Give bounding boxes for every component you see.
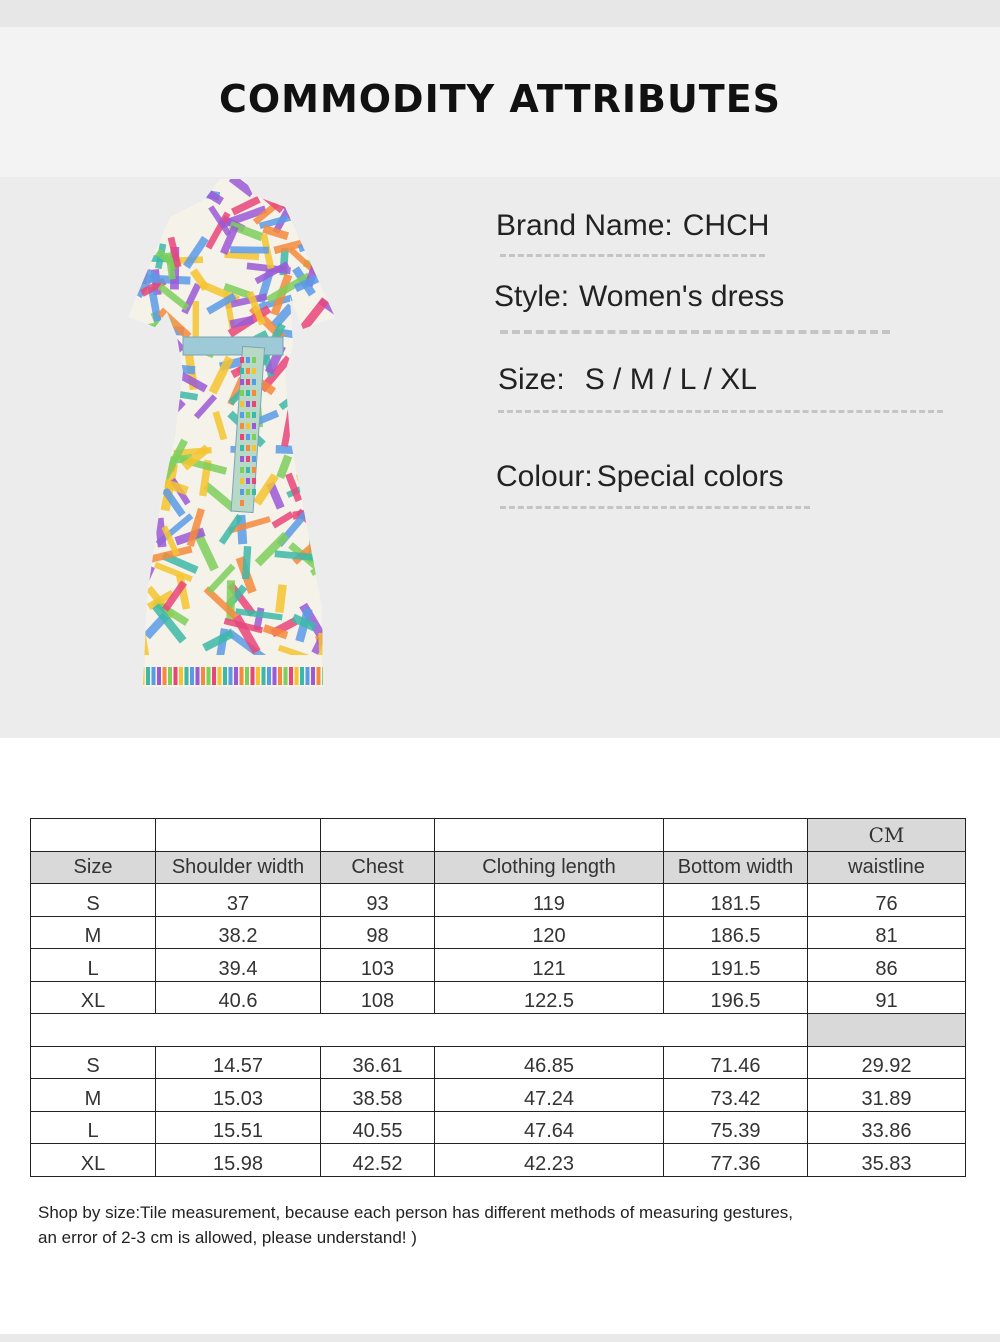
measurement-cell: 33.86 — [808, 1111, 966, 1144]
measurement-cell: 120 — [435, 916, 664, 949]
measurement-note-line: an error of 2-3 cm is allowed, please understand! ) — [38, 1228, 417, 1247]
table-row — [31, 1046, 966, 1079]
measurement-cell: 196.5 — [664, 981, 808, 1014]
measurement-note — [38, 1200, 793, 1250]
attribute-colour-value: Special colors — [596, 460, 784, 493]
size-cell: S — [31, 884, 156, 917]
table-header-row — [31, 851, 966, 884]
column-header: Clothing length — [435, 851, 664, 884]
top-strip — [0, 0, 1000, 27]
measurement-cell: 119 — [435, 884, 664, 917]
table-row — [31, 949, 966, 982]
measurement-cell: 77.36 — [664, 1144, 808, 1177]
inch-rows — [31, 1046, 966, 1176]
measurement-note-line: Shop by size:Tile measurement, because each person has different methods of measuring gestures, — [38, 1203, 794, 1222]
measurement-cell: 47.24 — [435, 1079, 664, 1112]
column-header: Size — [31, 851, 156, 884]
size-chart-table — [30, 818, 966, 1177]
measurement-cell: 39.4 — [156, 949, 321, 982]
attribute-colour — [496, 460, 783, 494]
measurement-cell: 73.42 — [664, 1079, 808, 1112]
table-unit-row — [31, 1014, 966, 1047]
measurement-cell: 15.98 — [156, 1144, 321, 1177]
measurement-cell: 36.61 — [321, 1046, 435, 1079]
table-row — [31, 1144, 966, 1177]
measurement-cell: 40.6 — [156, 981, 321, 1014]
measurement-cell: 108 — [321, 981, 435, 1014]
size-cell: M — [31, 1079, 156, 1112]
attributes-panel — [0, 177, 1000, 738]
column-header: Bottom width — [664, 851, 808, 884]
divider — [498, 410, 943, 413]
attribute-size-label: Size: — [498, 363, 565, 396]
attribute-style-value: Women's dress — [579, 280, 785, 313]
measurement-cell: 29.92 — [808, 1046, 966, 1079]
measurement-cell: 42.52 — [321, 1144, 435, 1177]
printed-shirt-dress-image — [125, 177, 340, 692]
measurement-cell: 71.46 — [664, 1046, 808, 1079]
column-header: Chest — [321, 851, 435, 884]
attribute-brand-value: CHCH — [682, 209, 770, 242]
attribute-colour-label: Colour: — [496, 460, 593, 493]
section-header — [0, 27, 1000, 177]
measurement-cell: 31.89 — [808, 1079, 966, 1112]
measurement-cell: 38.58 — [321, 1079, 435, 1112]
table-row — [31, 916, 966, 949]
measurement-cell: 103 — [321, 949, 435, 982]
measurement-cell: 181.5 — [664, 884, 808, 917]
divider — [500, 254, 765, 257]
attribute-brand — [496, 209, 769, 243]
dress-belt — [183, 337, 283, 355]
measurement-cell: 15.03 — [156, 1079, 321, 1112]
measurement-cell: 91 — [808, 981, 966, 1014]
measurement-cell: 76 — [808, 884, 966, 917]
size-cell: XL — [31, 1144, 156, 1177]
size-cell: S — [31, 1046, 156, 1079]
measurement-cell: 98 — [321, 916, 435, 949]
bottom-strip — [0, 1334, 1000, 1342]
measurement-cell: 93 — [321, 884, 435, 917]
unit-cm-label: CM — [808, 819, 966, 852]
table-row — [31, 884, 966, 917]
size-cell: M — [31, 916, 156, 949]
attribute-style-label: Style: — [494, 280, 570, 313]
cm-rows — [31, 884, 966, 1014]
column-header: waistline — [808, 851, 966, 884]
measurement-cell: 86 — [808, 949, 966, 982]
measurement-cell: 35.83 — [808, 1144, 966, 1177]
table-row — [31, 1111, 966, 1144]
attribute-size-value: S / M / L / XL — [584, 363, 757, 396]
measurement-cell: 15.51 — [156, 1111, 321, 1144]
attribute-brand-label: Brand Name: — [496, 209, 673, 242]
page-title: COMMODITY ATTRIBUTES — [218, 77, 782, 121]
unit-inch-label — [808, 1014, 966, 1047]
size-cell: XL — [31, 981, 156, 1014]
measurement-cell: 81 — [808, 916, 966, 949]
column-header: Shoulder width — [156, 851, 321, 884]
measurement-cell: 37 — [156, 884, 321, 917]
measurement-cell: 42.23 — [435, 1144, 664, 1177]
measurement-cell: 40.55 — [321, 1111, 435, 1144]
table-unit-row — [31, 819, 966, 852]
attribute-style — [494, 280, 784, 314]
measurement-cell: 46.85 — [435, 1046, 664, 1079]
attribute-size — [498, 363, 757, 397]
table-row — [31, 1079, 966, 1112]
measurement-cell: 121 — [435, 949, 664, 982]
measurement-cell: 47.64 — [435, 1111, 664, 1144]
measurement-cell: 14.57 — [156, 1046, 321, 1079]
size-cell: L — [31, 949, 156, 982]
measurement-cell: 122.5 — [435, 981, 664, 1014]
measurement-cell: 186.5 — [664, 916, 808, 949]
measurement-cell: 38.2 — [156, 916, 321, 949]
measurement-cell: 191.5 — [664, 949, 808, 982]
divider — [500, 506, 810, 509]
table-row — [31, 981, 966, 1014]
divider — [500, 330, 890, 334]
size-cell: L — [31, 1111, 156, 1144]
measurement-cell: 75.39 — [664, 1111, 808, 1144]
